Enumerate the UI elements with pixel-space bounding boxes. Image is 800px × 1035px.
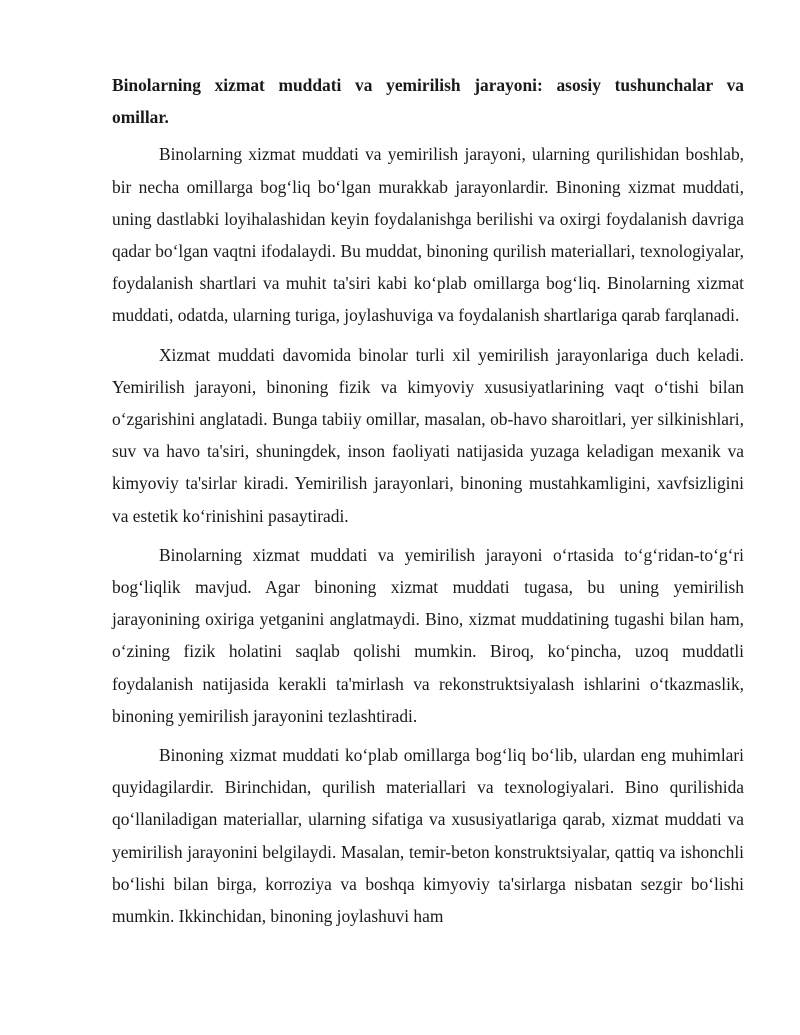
document-page (112, 69, 744, 939)
paragraph-1: Binolarning xizmat muddati va yemirilish jarayoni, ularning qurilishidan boshlab, bir necha omillarga bog‘liq bo‘lgan murakkab jarayonlardir. Binoning xizmat muddati, uning dastlabki loyihalashidan keyin foydalanishga berilishi va oxirgi foydalanish davriga qadar bo‘lgan vaqtni ifodalaydi. Bu muddat, binoning qurilish materiallari, texnologiyalar, foydalanish shartlari va muhit ta'siri kabi ko‘plab omillarga bog‘liq. Binolarning xizmat muddati, odatda, ularning turiga, joylashuviga va foydalanish shartlariga qarab farqlanadi. (112, 144, 744, 326)
document-title: Binolarning xizmat muddati va yemirilish jarayoni: asosiy tushunchalar va omillar. (112, 75, 744, 128)
paragraph-3: Binolarning xizmat muddati va yemirilish jarayoni o‘rtasida to‘g‘ridan-to‘g‘ri bog‘liqlik mavjud. Agar binoning xizmat muddati tugasa, bu uning yemirilish jarayonining oxiriga yetganini anglatmaydi. Bino, xizmat muddatining tugashi bilan ham, o‘zining fizik holatini saqlab qolishi mumkin. Biroq, ko‘pincha, uzoq muddatli foydalanish natijasida kerakli ta'mirlash va rekonstruktsiyalash ishlarini o‘tkazmaslik, binoning yemirilish jarayonini tezlashtiradi. (112, 544, 744, 726)
paragraph-4: Binoning xizmat muddati ko‘plab omillarga bog‘liq bo‘lib, ulardan eng muhimlari quyidagilardir. Birinchidan, qurilish materiallari va texnologiyalari. Bino qurilishida qo‘llaniladigan materiallar, ularning sifatiga va xususiyatlariga qarab, xizmat muddati va yemirilish jarayonini belgilaydi. Masalan, temir-beton konstruktsiyalar, qattiq va ishonchli bo‘lishi bilan birga, korroziya va boshqa kimyoviy ta'sirlarga nisbatan sezgir bo‘lishi mumkin. Ikkinchidan, binoning joylashuvi ham (112, 745, 744, 927)
paragraph-2: Xizmat muddati davomida binolar turli xil yemirilish jarayonlariga duch keladi. Yemirilish jarayoni, binoning fizik va kimyoviy xususiyatlarining vaqt o‘tishi bilan o‘zgarishini anglatadi. Bunga tabiiy omillar, masalan, ob-havo sharoitlari, yer silkinishlari, suv va havo ta'siri, shuningdek, inson faoliyati natijasida yuzaga keladigan mexanik va kimyoviy ta'sirlar kiradi. Yemirilish jarayonlari, binoning mustahkamligini, xavfsizligini va estetik ko‘rinishini pasaytiradi. (112, 344, 744, 526)
